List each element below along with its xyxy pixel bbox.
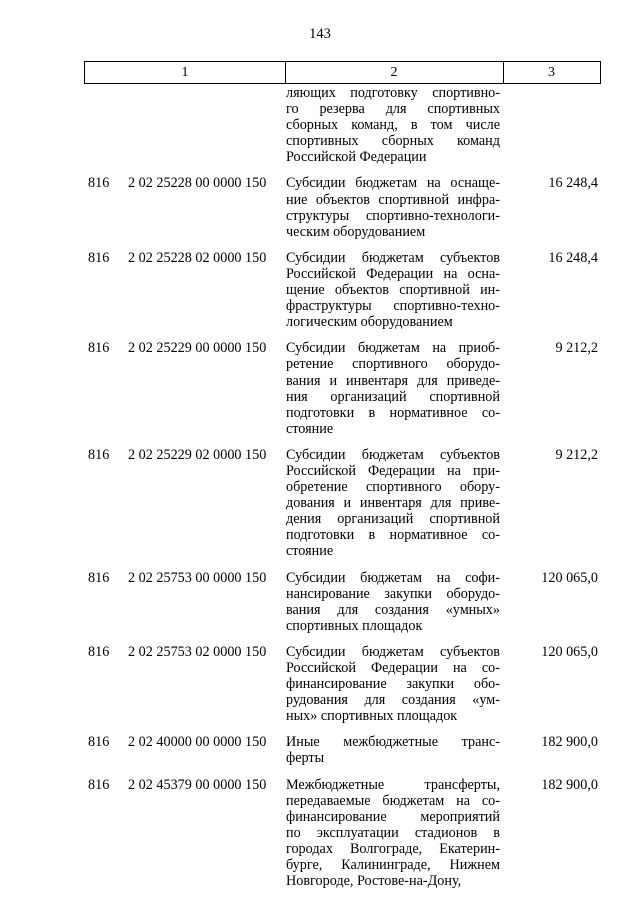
admin-code: 816 <box>88 249 110 266</box>
page-number: 143 <box>309 26 331 42</box>
description-line: ния организаций спортивной <box>286 388 500 405</box>
description-line: сборных команд, в том числе <box>286 117 500 134</box>
table-row <box>0 447 640 560</box>
income-description <box>286 570 500 634</box>
income-description <box>286 175 500 239</box>
table-header <box>84 61 601 84</box>
table-row <box>0 734 640 766</box>
description-line: ляющих подготовку спортивно- <box>286 85 500 101</box>
table-row <box>0 644 640 724</box>
column-header-3: 3 <box>548 65 555 80</box>
description-line: Новгороде, Ростове-на-Дону, <box>286 873 462 890</box>
description-line: спортивных сборных команд <box>286 133 500 150</box>
description-line: Субсидии бюджетам субъектов <box>286 446 500 463</box>
description-line: финансирование мероприятий <box>286 808 500 825</box>
description-line: по эксплуатации стадионов в <box>286 824 500 841</box>
budget-classification-code: 2 02 25229 02 0000 150 <box>128 446 267 463</box>
description-line: вания и инвентаря для приведе- <box>286 372 500 389</box>
income-description <box>286 250 500 330</box>
description-line: бурге, Калининграде, Нижнем <box>286 857 500 874</box>
description-line: ных» спортивных площадок <box>286 708 458 725</box>
admin-code: 816 <box>88 175 110 192</box>
amount-value: 120 065,0 <box>541 643 598 660</box>
description-line: обретение спортивного обору- <box>286 479 500 496</box>
description-line: Субсидии бюджетам на приоб- <box>286 340 500 357</box>
income-description <box>286 777 500 890</box>
amount-value: 9 212,2 <box>555 340 598 357</box>
continuation-description <box>286 85 500 165</box>
amount-value: 182 900,0 <box>541 734 598 751</box>
budget-classification-code: 2 02 40000 00 0000 150 <box>128 734 267 751</box>
table-row <box>0 340 640 437</box>
column-header-2: 2 <box>390 65 398 80</box>
admin-code: 816 <box>88 734 110 751</box>
budget-classification-code: 2 02 25228 00 0000 150 <box>128 175 267 192</box>
column-header-1: 1 <box>181 65 189 80</box>
description-line: Межбюджетные трансферты, <box>286 776 500 793</box>
description-line: Иные межбюджетные транс- <box>286 734 500 751</box>
description-line: логическим оборудованием <box>286 314 453 331</box>
description-line: Субсидии бюджетам субъектов <box>286 643 500 660</box>
amount-value: 16 248,4 <box>548 175 598 192</box>
table-body <box>0 85 640 899</box>
budget-classification-code: 2 02 45379 00 0000 150 <box>128 776 267 793</box>
description-line: подготовки в нормативное со- <box>286 404 500 421</box>
amount-value: 120 065,0 <box>541 569 598 586</box>
description-line: подготовки в нормативное со- <box>286 527 500 544</box>
description-line: спортивных площадок <box>286 617 423 634</box>
description-line: щение объектов спортивной ин- <box>286 282 500 299</box>
description-line: Российской Федерации на со- <box>286 660 500 676</box>
description-line: Субсидии бюджетам на софи- <box>286 569 500 586</box>
description-line: Субсидии бюджетам на оснаще- <box>286 175 500 192</box>
description-line: Российской Федерации на осна- <box>286 265 500 282</box>
admin-code: 816 <box>88 776 110 793</box>
description-line: го резерва для спортивных <box>286 101 500 118</box>
amount-value: 182 900,0 <box>541 776 598 793</box>
amount-value: 9 212,2 <box>555 446 598 463</box>
description-line: ретение спортивного оборудо- <box>286 356 500 373</box>
description-line: стояние <box>286 543 334 560</box>
description-line: финансирование закупки обо- <box>286 676 500 693</box>
continuation-row <box>0 85 640 165</box>
admin-code: 816 <box>88 569 110 586</box>
description-line: городах Волгограде, Екатерин- <box>286 840 500 857</box>
description-line: нансирование закупки оборудо- <box>286 585 500 602</box>
description-line: стояние <box>286 420 334 437</box>
table-row <box>0 570 640 634</box>
budget-classification-code: 2 02 25753 02 0000 150 <box>128 643 267 660</box>
budget-classification-code: 2 02 25228 02 0000 150 <box>128 249 267 266</box>
description-line: дения организаций спортивной <box>286 511 500 528</box>
income-description <box>286 644 500 724</box>
description-line: Российской Федерации <box>286 149 427 166</box>
table-row <box>0 175 640 239</box>
description-line: ние объектов спортивной инфра- <box>286 191 500 208</box>
income-description <box>286 447 500 560</box>
description-line: Российской Федерации на при- <box>286 462 500 479</box>
description-line: ческим оборудованием <box>286 223 426 240</box>
admin-code: 816 <box>88 340 110 357</box>
description-line: вания для создания «умных» <box>286 601 500 618</box>
admin-code: 816 <box>88 643 110 660</box>
description-line: структуры спортивно-технологи- <box>286 207 500 224</box>
income-description <box>286 340 500 437</box>
admin-code: 816 <box>88 446 110 463</box>
table-row <box>0 777 640 890</box>
budget-classification-code: 2 02 25753 00 0000 150 <box>128 569 267 586</box>
amount-value: 16 248,4 <box>548 249 598 266</box>
description-line: дования и инвентаря для приве- <box>286 495 500 512</box>
description-line: фраструктуры спортивно-техно- <box>286 298 500 315</box>
description-line: ферты <box>286 750 325 767</box>
description-line: рудования для создания «ум- <box>286 692 500 709</box>
budget-classification-code: 2 02 25229 00 0000 150 <box>128 340 267 357</box>
description-line: Субсидии бюджетам субъектов <box>286 249 500 266</box>
table-row <box>0 250 640 330</box>
description-line: передаваемые бюджетам на со- <box>286 792 500 809</box>
income-description <box>286 734 500 766</box>
